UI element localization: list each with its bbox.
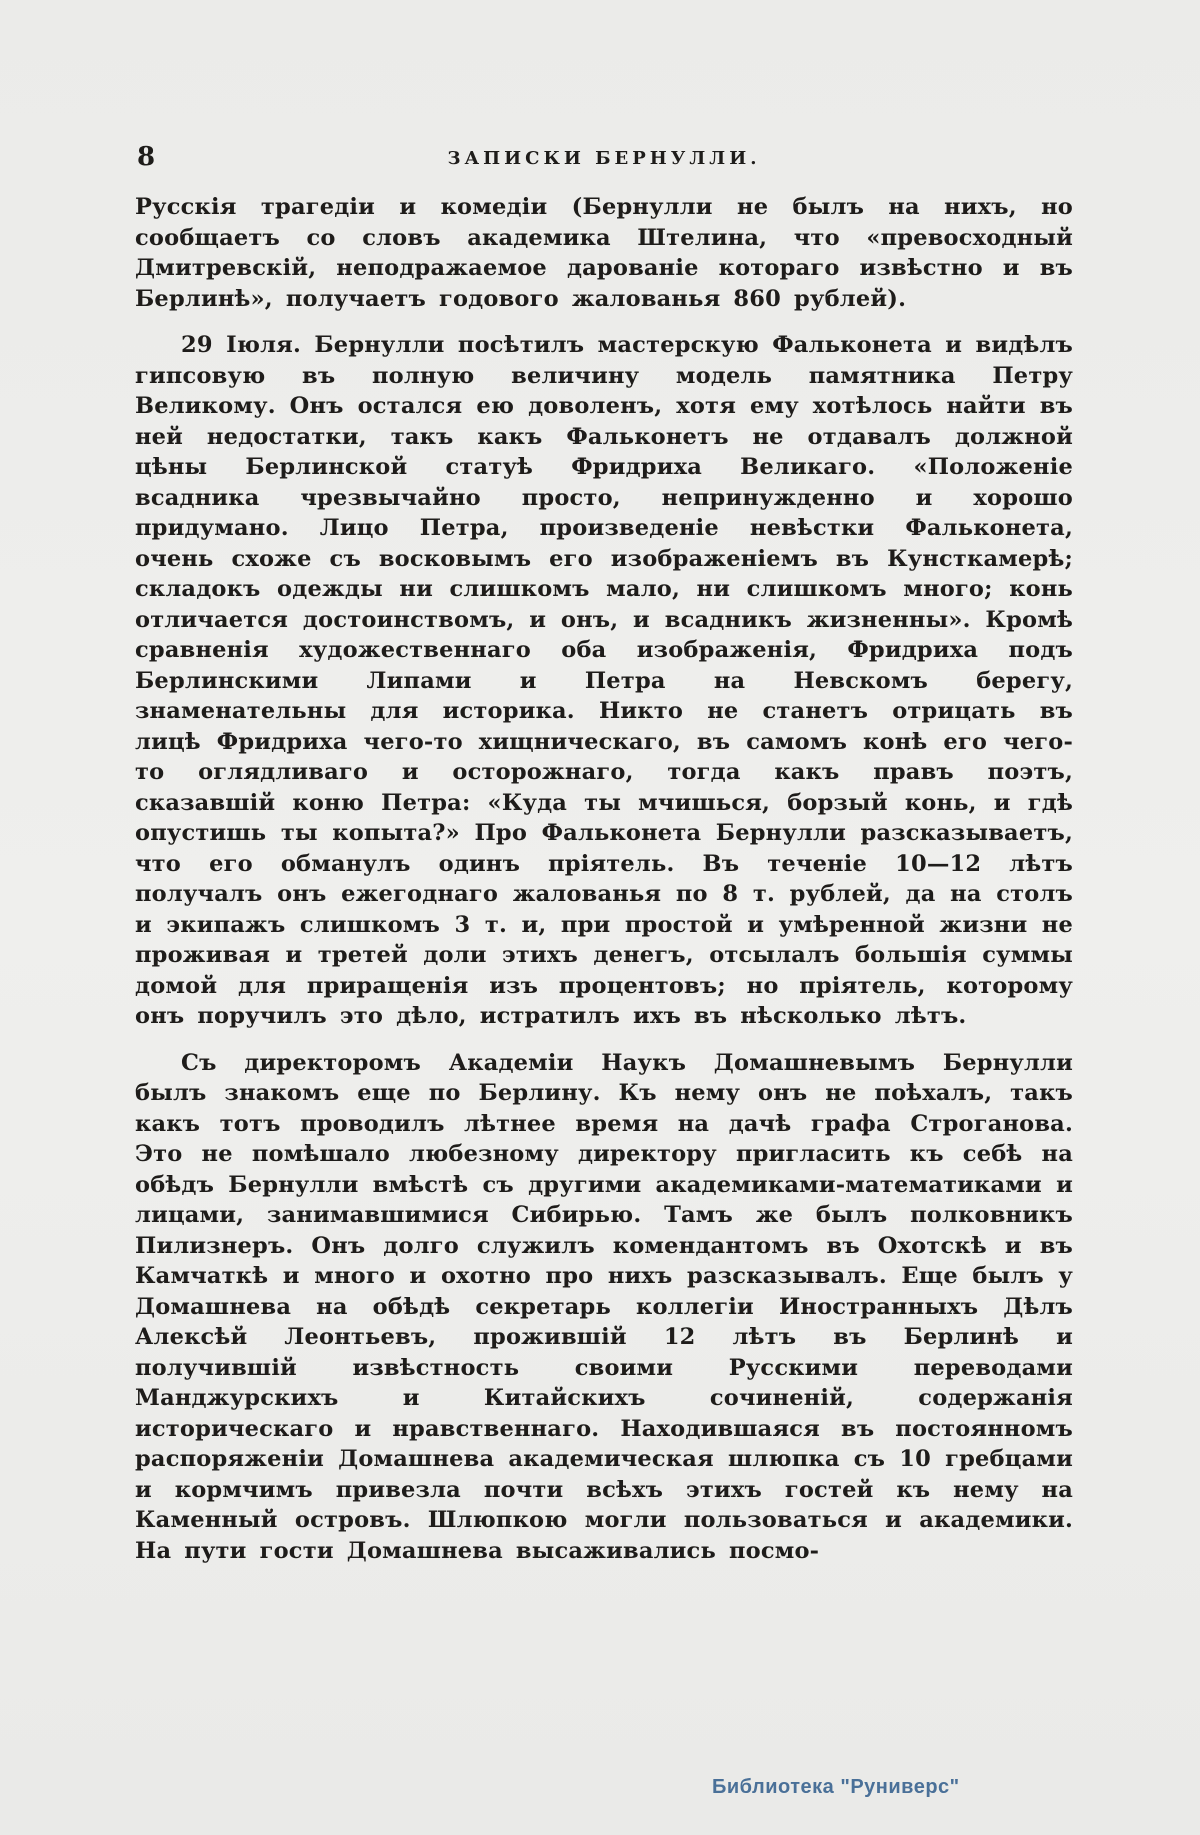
library-watermark: Библиотека "Руниверс" bbox=[712, 1776, 960, 1798]
page-header bbox=[135, 142, 1073, 176]
paragraph-july-29: 29 Іюля. Бернулли посѣтилъ мастерскую Фальконета и видѣлъ гипсовую въ полную величину модель памятника Петру Великому. Онъ остался ею доволенъ, хотя ему хотѣлось найти въ ней недостатки, такъ какъ Фальконетъ не отдавалъ должной цѣны Берлинской статуѣ Фридриха Великаго. «Положеніе всадника чрезвычайно просто, непринужденно и хорошо придумано. Лицо Петра, произведеніе невѣстки Фальконета, очень схоже съ восковымъ его изображеніемъ въ Кунсткамерѣ; складокъ одежды ни слишкомъ мало, ни слишкомъ много; конь отличается достоинствомъ, и онъ, и всадникъ жизненны». Кромѣ сравненія художественнаго оба изображенія, Фридриха подъ Берлинскими Липами и Петра на Невскомъ берегу, знаменательны для историка. Никто не станетъ отрицать въ лицѣ Фридриха чего-то хищническаго, въ самомъ конѣ его чего-то оглядливаго и осторожнаго, тогда какъ правъ поэтъ, сказавшій коню Петра: «Куда ты мчишься, борзый конь, и гдѣ опустишь ты копыта?» Про Фальконета Бернулли разсказываетъ, что его обманулъ одинъ пріятель. Въ теченіе 10—12 лѣтъ получалъ онъ ежегоднаго жалованья по 8 т. рублей, да на столъ и экипажъ слишкомъ 3 т. и, при простой и умѣренной жизни не проживая и третей доли этихъ денегъ, отсылалъ большія суммы домой для приращенія изъ процентовъ; но пріятель, которому онъ поручилъ это дѣло, истратилъ ихъ въ нѣсколько лѣтъ. bbox=[135, 332, 1073, 1029]
paragraph-domashnev: Съ директоромъ Академіи Наукъ Домашневымъ Бернулли былъ знакомъ еще по Берлину. Къ нему онъ не поѣхалъ, такъ какъ тотъ проводилъ лѣтнее время на дачѣ графа Строганова. Это не помѣшало любезному директору пригласить къ себѣ на обѣдъ Бернулли вмѣстѣ съ другими академиками-математиками и лицами, занимавшимися Сибирью. Тамъ же былъ полковникъ Пилизнеръ. Онъ долго служилъ комендантомъ въ Охотскѣ и въ Камчаткѣ и много и охотно про нихъ разсказывалъ. Еще былъ у Домашнева на обѣдѣ секретарь коллегіи Иностранныхъ Дѣлъ Алексѣй Леонтьевъ, прожившій 12 лѣтъ въ Берлинѣ и получившій извѣстность своими Русскими переводами Манджурскихъ и Китайскихъ сочиненій, содержанія историческаго и нравственнаго. Находившаяся въ постоянномъ распоряженіи Домашнева академическая шлюпка съ 10 гребцами и кормчимъ привезла почти всѣхъ этихъ гостей къ нему на Каменный островъ. Шлюпкою могли пользоваться и академики. На пути гости Домашнева высаживались посмо- bbox=[135, 1049, 1073, 1564]
text-block bbox=[135, 142, 1073, 1566]
running-title: ЗАПИСКИ БЕРНУЛЛИ. bbox=[447, 148, 761, 169]
paragraph-continuation: Русскія трагедіи и комедіи (Бернулли не былъ на нихъ, но сообщаетъ со словъ академика Штелина, что «превосходный Дмитревскій, неподражаемое дарованіе котораго извѣстно и въ Берлинѣ», получаетъ годового жалованья 860 рублей). bbox=[135, 194, 1073, 312]
page-number: 8 bbox=[137, 142, 156, 172]
